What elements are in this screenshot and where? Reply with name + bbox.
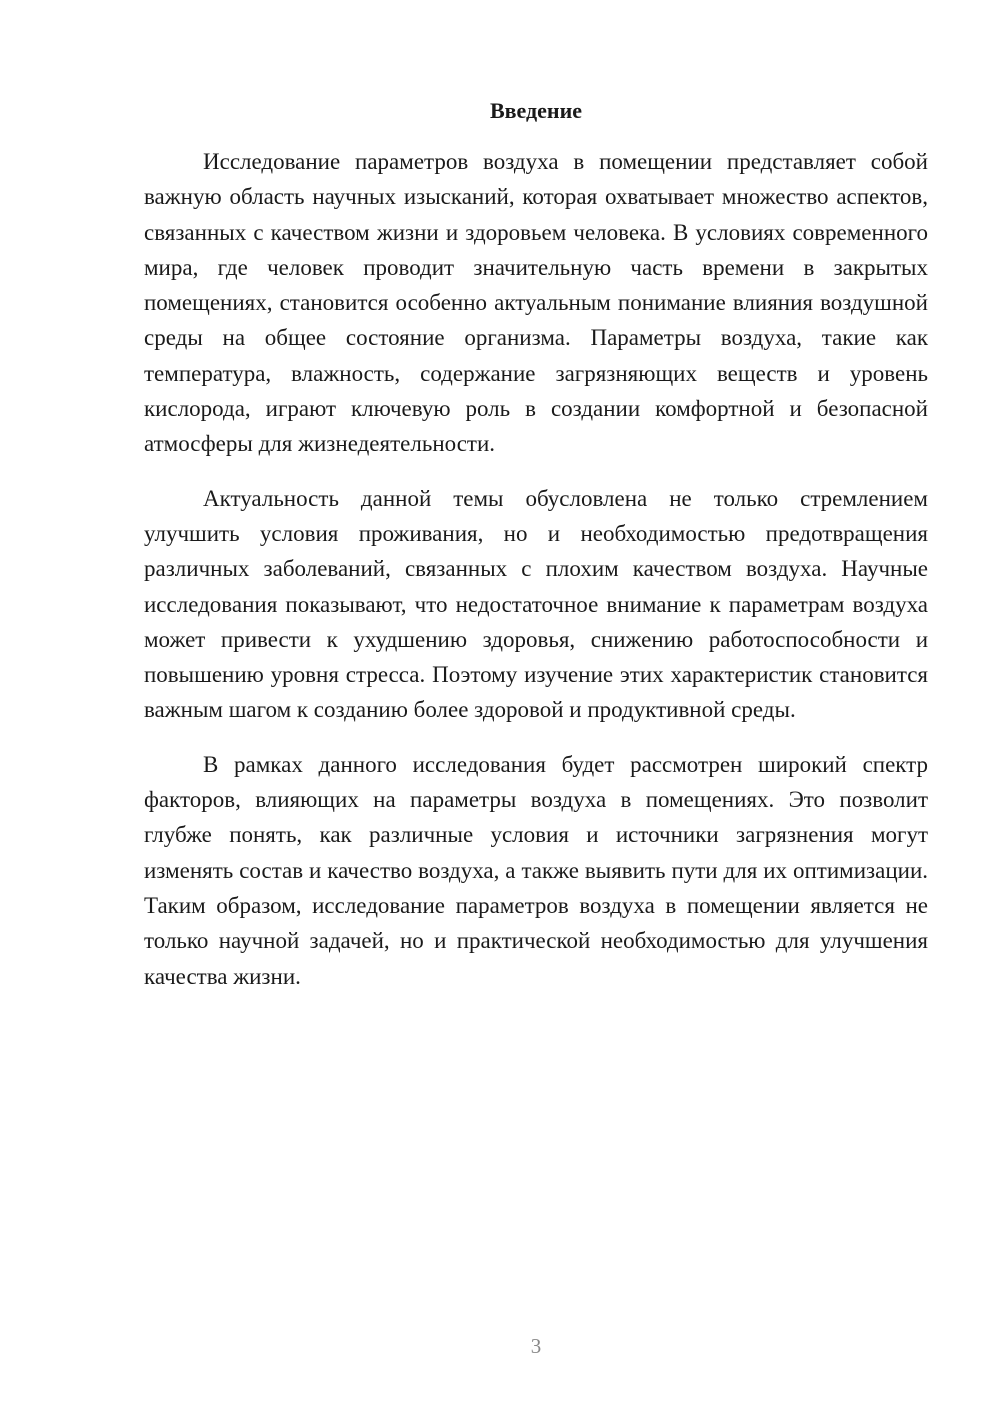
paragraph-3: В рамках данного исследования будет рассмотрен широкий спектр факторов, влияющих на параметры воздуха в помещениях. Это позволит глубже понять, как различные условия и источники загрязнения могут изменять состав и качество воздуха, а также выявить пути для их оптимизации. Таким образом, исследование параметров воздуха в помещении является не только научной задачей, но и практической необходимостью для улучшения качества жизни. — [144, 751, 928, 989]
section-heading: Введение — [489, 98, 583, 123]
body-text — [144, 144, 928, 1013]
paragraph-1: Исследование параметров воздуха в помещении представляет собой важную область научных изысканий, которая охватывает множество аспектов, связанных с качеством жизни и здоровьем человека. В условиях современного мира, где человек проводит значительную часть времени в закрытых помещениях, становится особенно актуальным понимание влияния воздушной среды на общее состояние организма. Параметры воздуха, такие как температура, влажность, содержание загрязняющих веществ и уровень кислорода, играют ключевую роль в создании комфортной и безопасной атмосферы для жизнедеятельности. — [144, 149, 928, 457]
page-number: 3 — [530, 1334, 542, 1358]
paragraph-2: Актуальность данной темы обусловлена не только стремлением улучшить условия проживания, но и необходимостью предотвращения различных заболеваний, связанных с плохим качеством воздуха. Научные исследования показывают, что недостаточное внимание к параметрам воздуха может привести к ухудшению здоровья, снижению работоспособности и повышению уровня стресса. Поэтому изучение этих характеристик становится важным шагом к созданию более здоровой и продуктивной среды. — [144, 485, 928, 723]
